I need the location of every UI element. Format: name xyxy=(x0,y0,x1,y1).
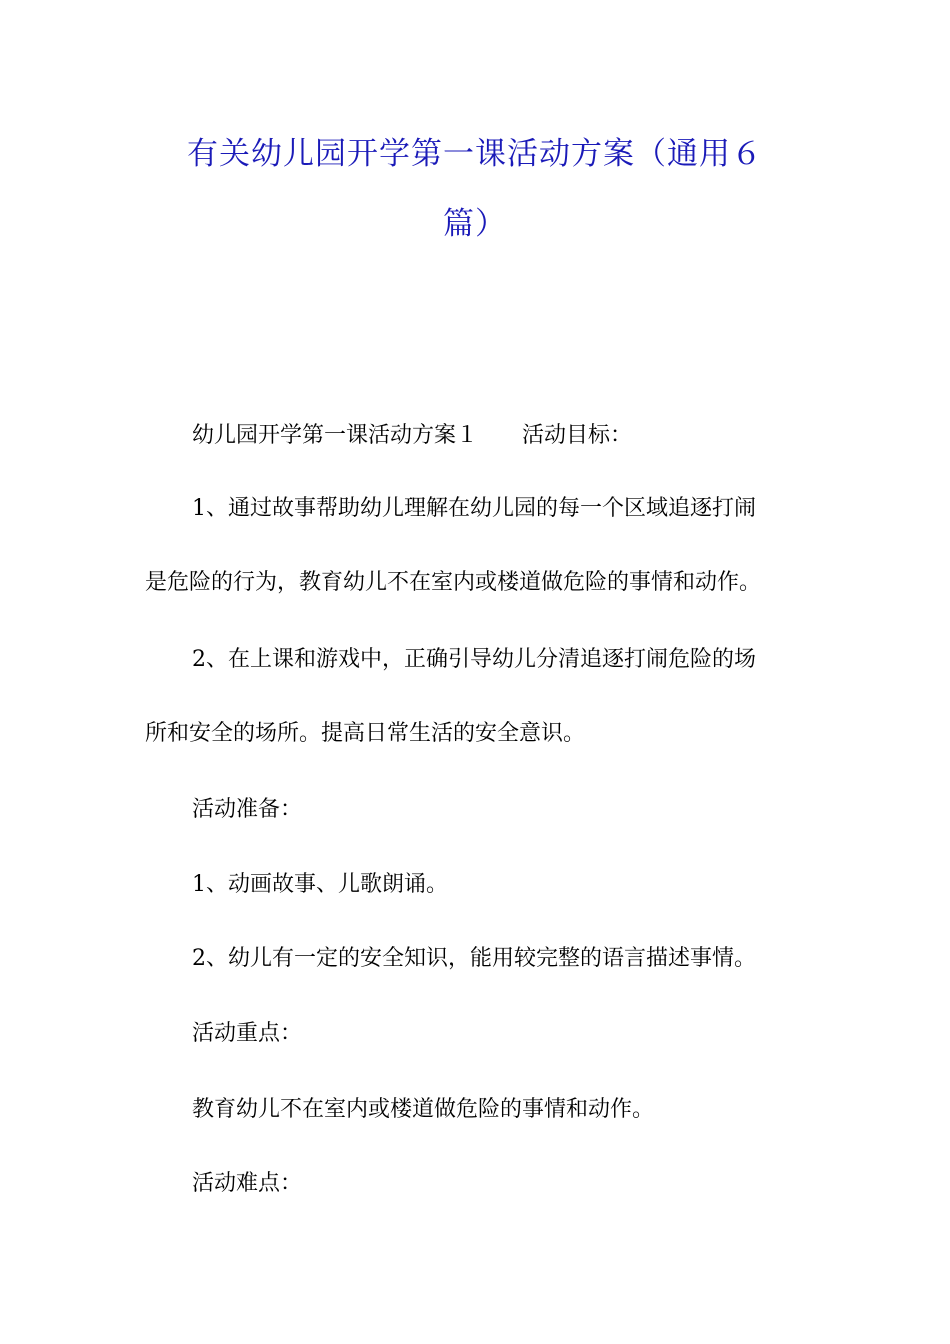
goal-2-line-1: 2、在上课和游戏中，正确引导幼儿分清追逐打闹危险的场 xyxy=(192,647,756,672)
activity-goal-label: 活动目标： xyxy=(522,423,633,448)
goal-1-line-1: 1、通过故事帮助幼儿理解在幼儿园的每一个区域追逐打闹 xyxy=(192,496,756,521)
activity-difficulty-label: 活动难点： xyxy=(192,1171,303,1196)
goal-1-line-2: 是危险的行为，教育幼儿不在室内或楼道做危险的事情和动作。 xyxy=(145,570,762,595)
activity-key-point-text: 教育幼儿不在室内或楼道做危险的事情和动作。 xyxy=(192,1097,655,1122)
plan-heading-paragraph xyxy=(192,422,632,450)
preparation-item-1: 1、动画故事、儿歌朗诵。 xyxy=(192,872,448,897)
preparation-item-2: 2、幼儿有一定的安全知识，能用较完整的语言描述事情。 xyxy=(192,946,756,971)
document-title-line-2: 篇） xyxy=(443,206,507,242)
goal-2-line-2: 所和安全的场所。提高日常生活的安全意识。 xyxy=(145,721,586,746)
document-title-line-1: 有关幼儿园开学第一课活动方案（通用６ xyxy=(187,136,763,172)
activity-key-point-label: 活动重点： xyxy=(192,1021,303,1046)
plan-heading: 幼儿园开学第一课活动方案１ xyxy=(192,423,479,448)
activity-preparation-label: 活动准备： xyxy=(192,797,303,822)
